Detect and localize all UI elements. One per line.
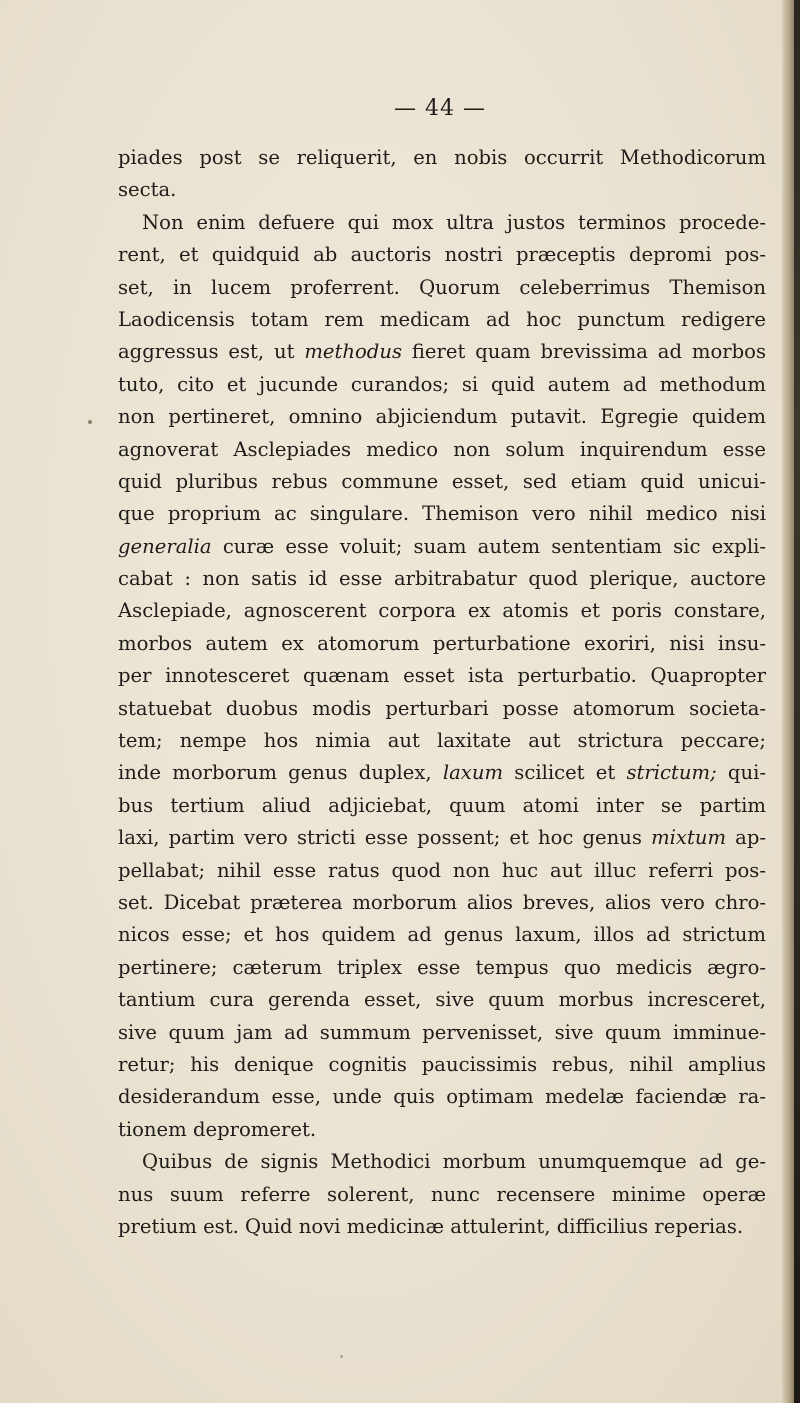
text-segment: sive quum jam ad summum pervenisset, sive quum imminue- [118,1020,766,1044]
text-segment: desiderandum esse, unde quis optimam medelæ faciendæ ra- [118,1085,766,1109]
text-line [118,725,766,757]
text-line [118,855,766,887]
text-segment: inde morborum genus duplex, [118,761,443,785]
text-line [118,304,766,336]
page-number: — 44 — [394,96,486,121]
text-line [118,563,766,595]
text-segment: pretium est. Quid novi medicinæ attulerint, difficilius reperias. [118,1214,744,1238]
text-line [118,434,766,466]
text-segment: cabat : non satis id esse arbitrabatur quod plerique, auctore [118,567,766,591]
text-segment: piades post se reliquerit, en nobis occurrit Methodicorum [118,146,766,169]
text-segment: scilicet et [503,761,627,785]
paper-speck [88,420,92,424]
text-line [118,1114,766,1146]
text-segment: que proprium ac singulare. Themison vero nihil medico nisi [118,502,766,526]
italic-term: generalia [118,534,212,558]
text-segment: morbos autem ex atomorum perturbatione exoriri, nisi insu- [118,631,766,655]
text-line [118,628,766,660]
text-line [118,174,766,206]
text-segment: statuebat duobus modis perturbari posse atomorum societa- [118,696,766,720]
text-segment: pertinere; cæterum triplex esse tempus quo medicis ægro- [118,955,766,979]
text-segment: set, in lucem proferrent. Quorum celeberrimus Themison [118,275,766,299]
text-line [118,790,766,822]
text-line [118,401,766,433]
text-line [118,239,766,271]
italic-term: strictum; [626,761,717,785]
text-line [118,1017,766,1049]
text-segment: non pertineret, omnino abjiciendum putavit. Egregie quidem [118,405,766,429]
page-binding-edge [794,0,800,1403]
text-line [118,919,766,951]
text-line [118,531,766,563]
text-segment: qui- [716,761,766,785]
italic-term: laxum [442,761,504,785]
text-segment: tantium cura gerenda esset, sive quum morbus incresceret, [118,988,766,1012]
text-segment: nus suum referre solerent, nunc recensere minime operæ [118,1182,766,1206]
text-segment: nicos esse; et hos quidem ad genus laxum, illos ad strictum [118,923,766,947]
italic-term: methodus [304,340,402,364]
text-line [118,207,766,239]
text-segment: Non enim defuere qui mox ultra justos terminos procede- [142,210,766,234]
text-segment: retur; his denique cognitis paucissimis rebus, nihil amplius [118,1052,766,1076]
text-segment: per innotesceret quænam esset ista perturbatio. Quapropter [118,664,766,688]
text-line [118,952,766,984]
text-line [118,693,766,725]
text-line [118,984,766,1016]
text-line [118,1146,766,1178]
text-line [118,1049,766,1081]
text-line [118,887,766,919]
text-segment: laxi, partim vero stricti esse possent; et hoc genus [118,826,652,850]
text-line [118,1081,766,1113]
text-segment: tem; nempe hos nimia aut laxitate aut strictura peccare; [118,729,766,753]
body-text [118,142,766,1243]
text-line [118,757,766,789]
text-segment: aggressus est, ut [118,340,305,364]
text-segment: tionem depromeret. [118,1117,317,1141]
text-line [118,272,766,304]
text-segment: Laodicensis totam rem medicam ad hoc punctum redigere [118,307,766,331]
paper-speck [340,1355,343,1358]
text-line [118,369,766,401]
text-line [118,595,766,627]
text-segment: secta. [118,178,177,202]
text-segment: tuto, cito et jucunde curandos; si quid autem ad methodum [118,372,766,396]
text-line [118,142,766,174]
text-segment: rent, et quidquid ab auctoris nostri præceptis depromi pos- [118,243,766,267]
text-segment: agnoverat Asclepiades medico non solum inquirendum esse [118,437,766,461]
text-segment: set. Dicebat præterea morborum alios breves, alios vero chro- [118,890,766,914]
text-line [118,822,766,854]
text-line [118,466,766,498]
text-segment: bus tertium aliud adjiciebat, quum atomi inter se partim [118,793,766,817]
text-segment: fieret quam brevissima ad morbos [402,340,766,364]
text-segment: quid pluribus rebus commune esset, sed etiam quid unicui- [118,469,766,493]
text-segment: ap- [726,826,766,850]
text-segment: pellabat; nihil esse ratus quod non huc aut illuc referri pos- [118,858,766,882]
text-line [118,498,766,530]
text-segment: Asclepiade, agnoscerent corpora ex atomis et poris constare, [118,599,766,623]
text-segment: Quibus de signis Methodici morbum unumquemque ad ge- [142,1150,766,1174]
text-line [118,660,766,692]
text-line [118,1211,766,1243]
text-line [118,1179,766,1211]
text-line [118,336,766,368]
text-segment: curæ esse voluit; suam autem sententiam sic expli- [211,534,766,558]
italic-term: mixtum [651,826,727,850]
